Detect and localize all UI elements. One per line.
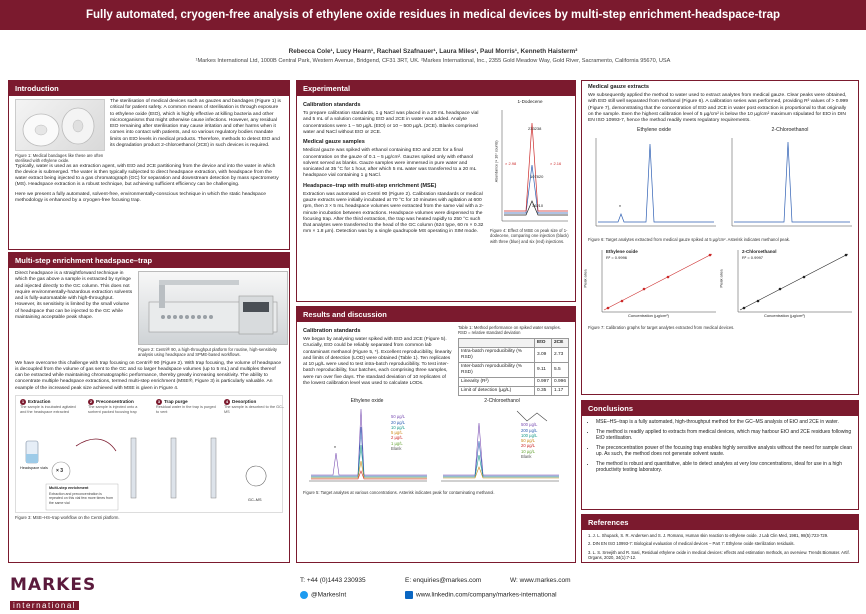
fig4-ylabel: Abundance (× 10⁴ counts) [494,140,499,183]
step4-title: Desorption [232,398,257,404]
workflow-step: 1 Extraction The sample is incubated agitated and the headspace extracted [20,399,82,415]
references-list [588,533,852,561]
table-cell: 0.996 [551,378,568,387]
introduction-panel [8,80,290,250]
poster-title: Fully automated, cryogen-free analysis of ethylene oxide residues in medical devices by multi-step enrichment-headspace-trap [0,0,866,30]
legend-item: Blank [521,453,532,459]
fig6-ce-title: 2-Chloroethanol [771,127,809,134]
figure6-eo-chromatogram [588,134,720,234]
footer-email[interactable]: E: enquiries@markes.com [405,577,482,584]
gcms-label: GC–MS [248,497,262,502]
table1-caption: Table 1: Method performance on spiked water samples. RSD = relative standard deviation [458,325,561,336]
step2-title: Preconcentration [96,398,134,404]
fig4-peak-label: 233238 [528,126,542,131]
fig6-eo-title: Ethylene oxide [636,127,672,134]
gauze-heading: Medical gauze samples [303,139,365,146]
headspace-heading: Headspace–trap with multi-step enrichment (MSE) [303,182,437,189]
table-cell: 5.5 [551,362,568,377]
references-panel [581,514,859,563]
multistep-paragraph-1: Direct headspace is a straightforward technique in which the gas above a sample is extracted by syringe and injected directly to the GC column. This does not require environmentally-hazardous extraction solvents and is fully-automatable with high-throughput. However, its sensitivity is limited by the small volume of headspace that can be injected to the GC while maintaining acceptable peak shape. [15,271,133,320]
workflow-step: 4 Desorption The sample is desorbed to the GC–MS [224,399,286,415]
step3-text: Residual water in the trap is purged to vent [156,404,216,414]
fig7-ylabel: Peak area [582,269,588,288]
figure5-ce-chart [435,405,563,487]
fig7-xlabel: Concentration (µg/cm²) [628,312,669,318]
legend-item: 2 µg/L [391,435,403,441]
conclusion-item: • The method is robust and quantitative, able to detect analytes at very low concentrations, ideal for use in a high productivity testing laboratory. [596,461,852,474]
centri-90-icon [139,272,287,344]
headspace-text: Extraction was automated on Centri 90 (Figure 2). Calibration standards or medical gauze extracts were initially incubated at 70 °C for 10 minutes with agitation at 600 rpm, then 3 × 5 mL headspace volumes were extracted from the same vial with a 2-minute incubation between extractions. Headspace volumes were dispensed to the focusing trap. After the third extraction, the trap was heated rapidly to 250 °C such that analytes were transferred to the head of the GC column (624 type, 60 m × 0.32 mm × 1.8 µm). Detection was by a single quadrupole MS operating in SIM mode. [303,191,484,235]
results-text: We began by analysing water spiked with EtO and 2CE (Figure 5). Crucially, EtO could be reliably separated from common lab contaminant methanol (Figure 5, *). Excellent reproducibility, linearity and limits of detection (LOD) were obtained (Table 1). Ten replicates at 10 µg/L were used to test intra-batch reproducibility. To test inter-batch reproducibility, four batches, each comprising three samples, were run over five days. The standard deviation of 10 replicates of the lowest calibration level was used to calculate LODs. [303,337,452,387]
conclusions-list [588,419,852,474]
references-heading: References [582,515,858,530]
table-cell: 3.09 [534,347,551,362]
introduction-heading: Introduction [9,81,289,96]
fig4-peak-label: 107820 [530,174,544,179]
table-row [459,362,569,377]
legend-item: 50 µg/L [521,438,536,444]
experimental-heading: Experimental [297,81,575,96]
gauze-text: Medical gauze was spiked with ethanol containing EtO and 2CE for a final concentration on the gauze of 0.1 – 5 µg/cm². Gauzes spiked only with ethanol solvent served as blanks. Gauze samples were immersed in pure water and sonicated at 35 °C for 1 hour, after which 5 mL water was transferred to a 20 mL headspace vial containing 1 g NaCl. [303,148,477,179]
conclusion-item: • The preconcentration power of the focusing trap enables highly sensitive analysis without the need for sample clean up. As such, the method does not generate solvent waste. [596,445,852,458]
results-panel [296,306,576,563]
centri-instrument-image [138,271,288,345]
performance-table [458,338,569,397]
reference-item: 3. L. S. Sreejith and R. Sasi, Residual ethylene oxide in medical devices: effects and estimation methods, an overview. Trends Biomater. Artif. Organs, 2020, 34(1):7-12. [588,549,850,561]
linkedin-url: www.linkedin.com/company/markes-international [416,591,557,599]
legend-item: 10 µg/L [391,424,406,430]
multistep-heading: Multi-step enrichment headspace–trap [9,253,289,268]
legend-item: 20 µg/L [391,419,406,425]
table-cell: Inter-batch reproducibility (% RSD) [459,362,535,377]
table-cell: 9.11 [534,362,551,377]
step2-text: The sample is injected onto a sorbent packed focusing trap [88,404,138,414]
gauze-extracts-panel [581,80,859,395]
conclusions-heading: Conclusions [582,401,858,416]
fig4-ratio-label: × 2.98 [505,161,517,166]
fig4-compound: 1-Dodecene [517,99,543,104]
footer [0,567,866,614]
affiliations: ¹Markes International Ltd, 1000B Central Park, Western Avenue, Bridgend, CF31 3RT, UK. ²Markes International, Inc., 2355 Gold Meadow Way, Gold River, Sacramento, California 95670, USA [195,58,671,64]
step4-text: The sample is desorbed to the GC–MS [224,404,284,414]
vial-label: Headspace vials [20,465,48,470]
chloroethanol-structure-icon [517,411,547,421]
experimental-panel [296,80,576,302]
step3-title: Trap purge [164,398,188,404]
figure6-ce-chromatogram [724,134,856,234]
legend-item: 10 µg/L [521,448,536,454]
conclusions-panel [581,400,859,510]
fig7-eo-r2: R² = 0.9996 [606,254,628,260]
calibration-heading: Calibration standards [303,102,361,108]
intro-paragraph-1: The sterilisation of medical devices such as gauzes and bandages (Figure 1) is critical for patient safety. A common means of sterilisation is through exposure to ethylene oxide (EtO), which is highly effective at killing bacteria and other microorganisms that might otherwise cause infections. However, any residual EtO remaining after sterilisation may cause irritation and other harms when it comes into contact with patients, and so various regulatory bodies mandate limits on EtO levels in medical products. Therefore, methods to detect EtO and its degradation product 2-chloroethanol (2CE) in such devices is required. [110,99,281,148]
conclusion-item: • MSE–HS–trap is a fully automated, high-throughput method for the GC–MS analysis of EtO and 2CE in water. [596,419,852,426]
figure4-caption: Figure 4: Effect of MSE on peak size of 1-dodecene, comparing one injection (black) with three (blue) and six (red) injections. [490,228,569,244]
table-cell: 2.73 [551,347,568,362]
bandage-rolls-icon [16,100,104,150]
legend-item: 50 µg/L [391,414,406,420]
markes-logo [10,575,136,610]
gauze-extracts-text: We subsequently applied the method to water used to extract analytes from medical gauze. Clear peaks were obtained, with EtO still well separated from methanol (Figure 6). A calibration series was performed, providing R² values of > 0.999 (Figure 7), demonstrating that the concentration of EtO and 2CE in water post extraction is proportional to that originally on the sample. Even the highest calibration level of 5 µg/cm² is below the 10 µg/cm² maximum stipulated for EtO in DIN EN ISO 10993-7, hence the method readily meets regulatory requirements. [588,93,849,124]
legend-item: Blank [391,445,402,451]
figure7-caption: Figure 7: Calibration graphs for target analytes extracted from medical devices. [588,324,735,330]
legend-item: 500 µg/L [521,422,538,428]
table-cell: Limit of detection (µg/L) [459,387,535,396]
footer-telephone: T: +44 (0)1443 230935 [300,577,366,584]
table-cell: Intra-batch reproducibility (% RSD) [459,347,535,362]
legend-item: 200 µg/L [521,427,538,433]
mse-title: Multi-step enrichment [49,485,89,490]
legend-item: 5 µg/L [391,430,403,436]
fig7-eo-title: Ethylene oxide [606,248,638,254]
legend-item: 100 µg/L [521,432,538,438]
reference-item: 2. DIN EN ISO 10993-7: Biological evaluation of medical devices – Part 7: Ethylene oxide sterilization residuals. [588,541,795,547]
workflow-step: 2 Preconcentration The sample is injected onto a sorbent packed focusing trap [88,399,150,415]
legend-item: 20 µg/L [521,443,536,449]
table-header-cell [459,338,535,347]
step1-title: Extraction [28,398,51,404]
fig5-eo-title: Ethylene oxide [350,398,384,405]
figure3-caption: Figure 3: MSE–HS–trap workflow on the Centri platform. [15,514,120,520]
intro-paragraph-2: Typically, water is used as an extraction agent, with EtO and 2CE partitioning from the device and into the water in which the device is submerged. The water is then typically subjected to direct headspace extraction, with headspace from the water extract being injected to a gas chromatograph (GC) for separation and downstream detection by mass spectrometry (MS). Headspace extraction is a robust technique, but achieving sufficient efficiency can be challenging. [15,163,279,188]
logo-wordmark: MARKES [10,575,97,595]
workflow-diagram [15,395,283,513]
multistep-panel [8,252,290,563]
figure6-caption: Figure 6: Target analytes extracted from medical gauze spiked at 5 µg/cm². Asterisk indicates methanol peak. [588,237,791,243]
bandages-photo [15,99,105,151]
fig6-methanol-asterisk: * [619,205,621,212]
footer-linkedin[interactable] [405,591,557,599]
conclusion-item: • The method is readily applied to extracts from medical devices, which may harbour EtO and 2CE residues following EtO sterilisation. [596,429,852,442]
table-row [459,387,569,396]
twitter-handle: @MarkesInt [311,591,347,599]
calibration-text: To prepare calibration standards, 1 g NaCl was placed in a 20 mL headspace vial and 5 mL of a solution containing EtO and 2CE in water was added. Analyte concentrations were 1 – 50 µg/L (EtO) or 10 – 500 µg/L (2CE). Blanks comprised water and NaCl without EtO or 2CE. [303,111,479,135]
footer-twitter[interactable] [300,591,346,599]
multistep-paragraph-2: We have overcome this challenge with trap focusing on Centri® 90 (Figure 2). With trap focusing, the volume of headspace is decoupled from the volume of gas sent to the GC and so larger headspace volumes (up to 5 mL) and multiples thereof can be extracted while maintaining chromatographic performance, thereby greatly increasing sensitivity. The ability to concentrate multiple headspace extractions, termed multi-step enrichment (MSE®, Figure 3) is particularly valuable. An example of the increased peak size achieved with MSE is given in Figure 4. [15,360,282,391]
figure5-caption: Figure 5: Target analytes at various concentrations. Asterisk indicates peak for contaminating methanol. [303,490,495,496]
twitter-icon [300,591,308,599]
table-header-cell: EtO [534,338,551,347]
intro-paragraph-3: Here we present a fully automated, solvent-free, environmentally-conscious technique in which the static headspace methodology is enhanced by a cryogen-free focusing trap. [15,191,266,203]
fig5-legend [391,414,405,451]
table-header-cell: 2CE [551,338,568,347]
step1-text: The sample is incubated agitated and the headspace extracted [20,404,76,414]
fig7-ylabel-2ce: Peak area [718,269,724,288]
legend-item: 1 µg/L [391,440,403,446]
linkedin-icon [405,591,413,599]
fig5-methanol-asterisk: * [334,446,336,453]
reference-item: 1. J. L. Shupack, S. R. Andersen and S. J. Romano, Human skin reaction to ethylene oxide. J Lab Clin Med, 1981, 98(5):723-729. [588,533,829,538]
fig5-legend-2ce [521,422,537,459]
table-cell: 0.35 [534,387,551,396]
table-cell: 1.17 [551,387,568,396]
gauze-extracts-heading: Medical gauze extracts [588,84,649,90]
results-calibration-heading: Calibration standards [303,328,361,334]
table-cell: 0.997 [534,378,551,387]
authors: Rebecca Cole¹, Lucy Hearn¹, Rachael Szafnauer¹, Laura Miles¹, Paul Morris¹, Kenneth Haisterm² [288,48,578,55]
fig4-ratio-label: × 2.16 [550,161,562,166]
fig5-ce-title: 2-Chloroethanol [484,398,520,405]
footer-website[interactable]: W: www.markes.com [510,577,571,584]
logo-subtitle: international [10,601,79,610]
fig7-ce-title: 2-Chloroethanol [742,248,777,254]
fig4-peak-label: 36210 [532,203,544,208]
loop-label: × 3 [56,467,64,474]
table-row [459,347,569,362]
fig7-ce-r2: R² = 0.9997 [742,254,764,260]
table-cell: Linearity (R²) [459,378,535,387]
workflow-step: 3 Trap purge Residual water in the trap is purged to vent [156,399,218,415]
mse-text: Extraction and preconcentration is repeated on this vial few more times from the same vial [49,491,113,505]
figure2-caption: Figure 2: Centri® 90, a high-throughput platform for routine, high-sensitivity analysis using headspace and SPME-based workflows. [138,347,278,358]
figure5-eo-chart [303,405,431,487]
fig7-xlabel-2ce: Concentration (µg/cm²) [764,312,805,318]
figure1-caption: Figure 1: Medical bandages like these are often sterilised with ethylene oxide. [15,153,104,164]
table-row [459,378,569,387]
results-heading: Results and discussion [297,307,575,322]
